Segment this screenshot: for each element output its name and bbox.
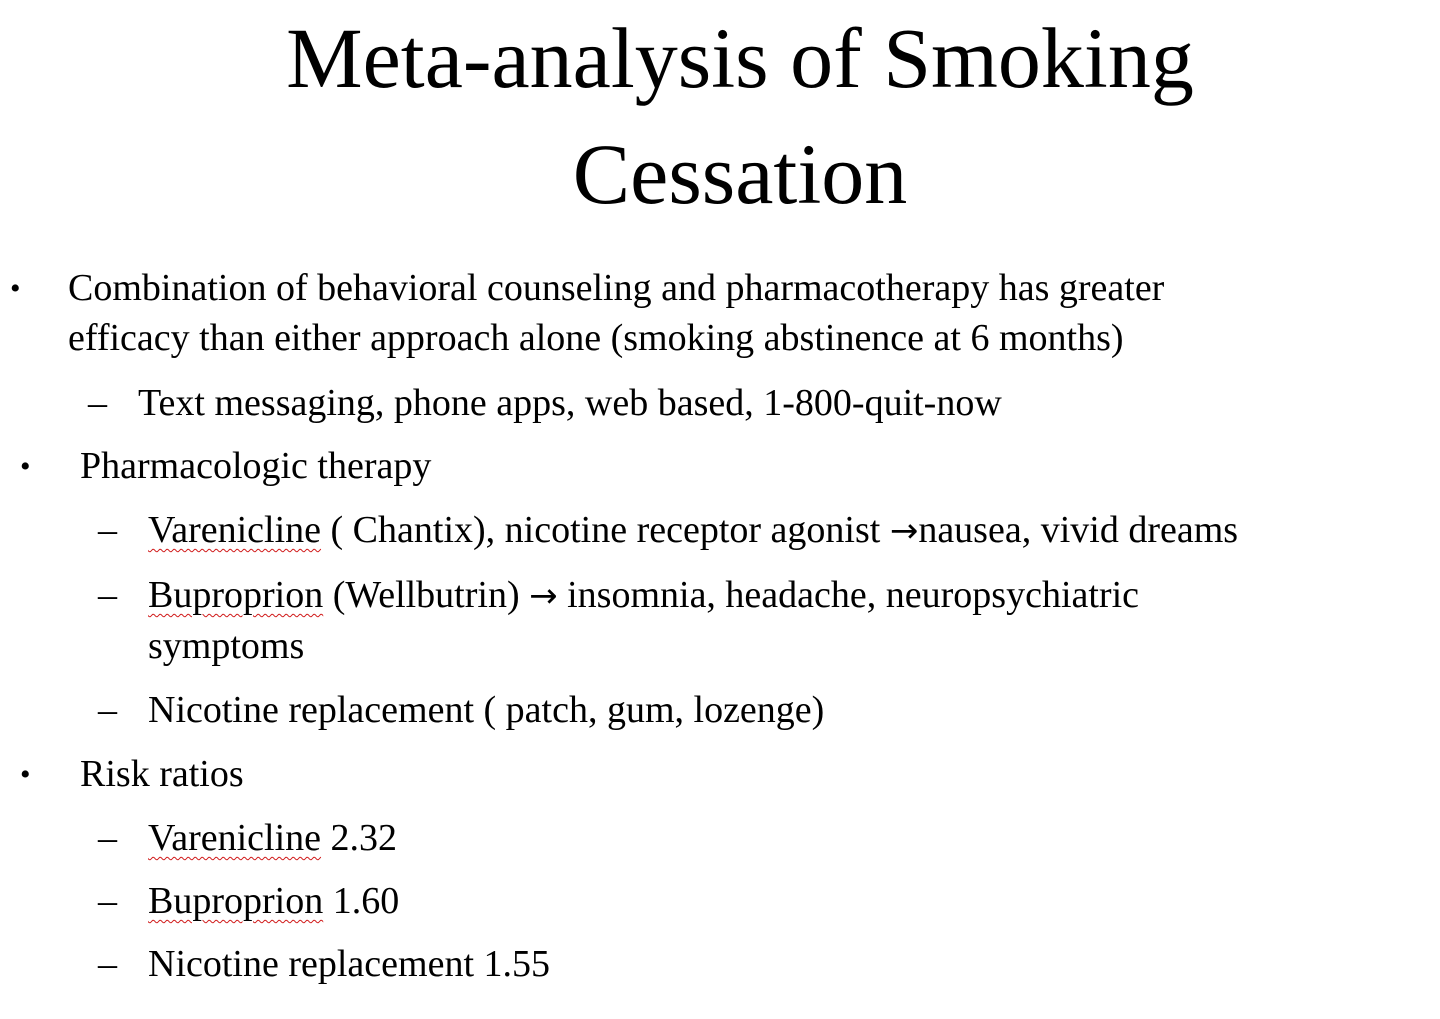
drug-description: (Wellbutrin)	[323, 574, 530, 616]
bullet-1-line-2: efficacy than either approach alone (smoking abstinence at 6 months)	[68, 317, 1124, 359]
dash-marker: –	[98, 689, 117, 731]
bullet-marker: •	[10, 272, 21, 305]
spellcheck-word: Buproprion	[148, 574, 324, 616]
bullet-marker: •	[20, 450, 31, 483]
right-arrow-icon: →	[529, 576, 558, 616]
sub-bullet-buproprion-line-2: symptoms	[148, 625, 305, 667]
side-effects: nausea, vivid dreams	[918, 509, 1239, 551]
dash-marker: –	[98, 509, 117, 551]
side-effects: insomnia, headache, neuropsychiatric	[557, 574, 1140, 616]
dash-marker: –	[98, 817, 117, 859]
risk-ratio-nicotine-replacement: Nicotine replacement 1.55	[148, 943, 551, 985]
spellcheck-word: Buproprion	[148, 880, 324, 922]
risk-ratio-buproprion	[148, 879, 399, 923]
dash-marker: –	[98, 943, 117, 985]
risk-ratio-value: 1.60	[323, 880, 400, 922]
bullet-marker: •	[20, 758, 31, 791]
right-arrow-icon: →	[889, 511, 919, 551]
dash-marker: –	[88, 382, 107, 424]
dash-marker: –	[98, 880, 117, 922]
bullet-1-line-1: Combination of behavioral counseling and pharmacotherapy has greater	[68, 267, 1165, 309]
title-line-2: Cessation	[572, 126, 908, 222]
drug-description: ( Chantix), nicotine receptor agonist	[321, 509, 890, 551]
risk-ratio-varenicline	[148, 816, 397, 860]
spellcheck-word: Varenicline	[148, 817, 322, 859]
bullet-3-risk-ratios: Risk ratios	[80, 753, 244, 795]
sub-bullet-buproprion	[148, 573, 1139, 617]
risk-ratio-value: 2.32	[321, 817, 398, 859]
title-line-1: Meta-analysis of Smoking	[286, 10, 1194, 106]
slide-title	[0, 0, 1440, 232]
spellcheck-word: Varenicline	[148, 509, 322, 551]
bullet-2-pharmacologic-therapy: Pharmacologic therapy	[80, 445, 432, 487]
sub-bullet-varenicline	[148, 508, 1238, 552]
dash-marker: –	[98, 574, 117, 616]
sub-bullet-text-messaging: Text messaging, phone apps, web based, 1-800-quit-now	[138, 382, 1002, 424]
sub-bullet-nicotine-replacement: Nicotine replacement ( patch, gum, lozenge)	[148, 689, 825, 731]
